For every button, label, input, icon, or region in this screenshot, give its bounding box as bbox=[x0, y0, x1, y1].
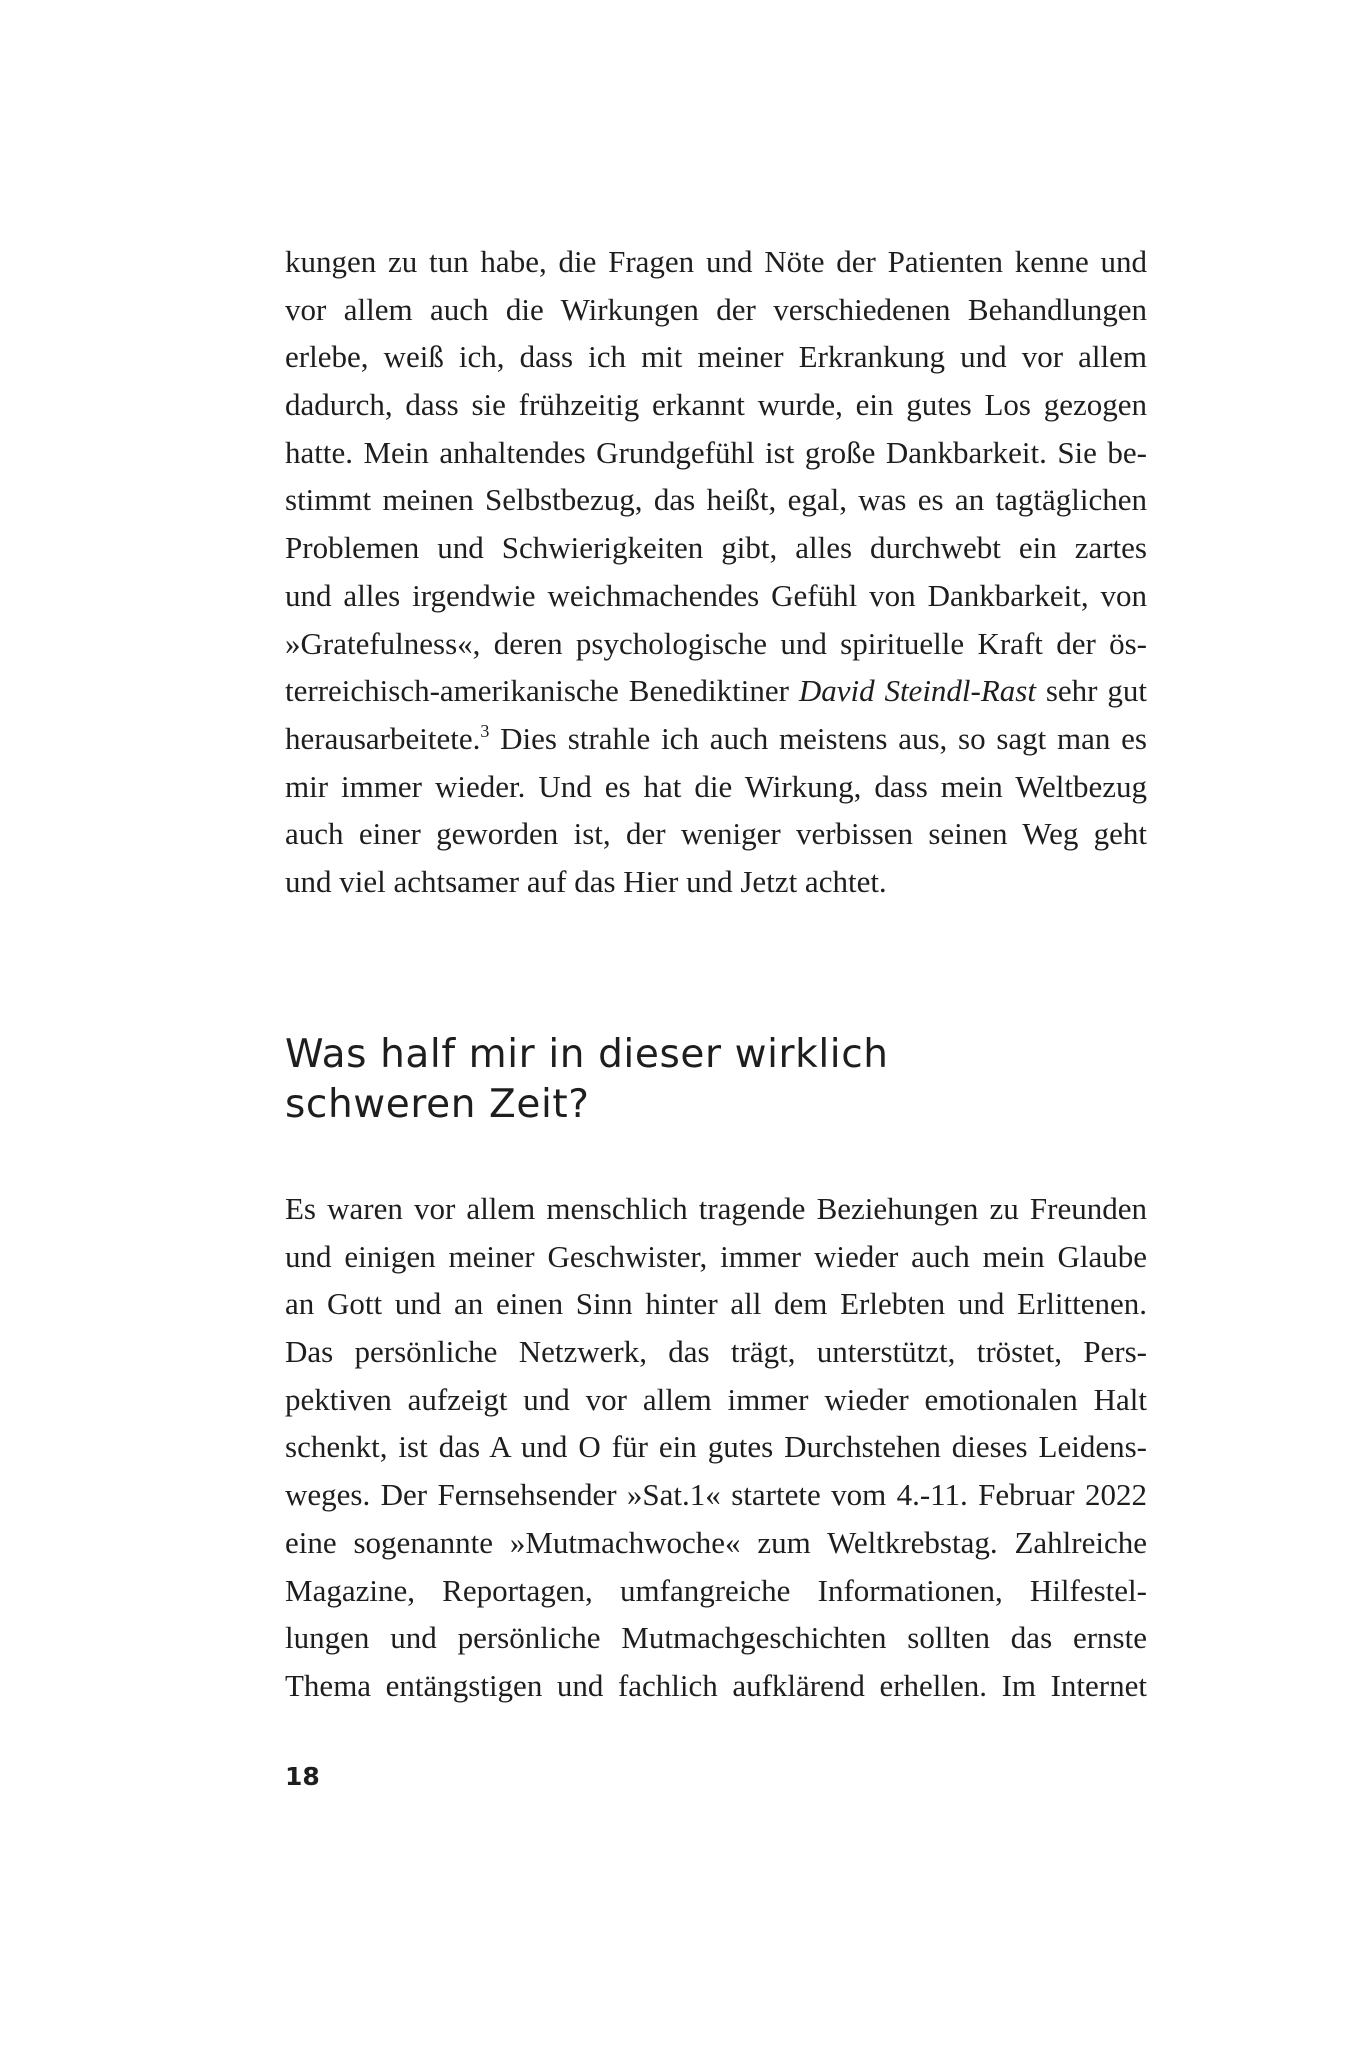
text-line: und alles irgendwie weichmachendes Gefühl von Dankbarkeit, von bbox=[285, 577, 1147, 613]
text-line: vor allem auch die Wirkungen der verschiedenen Behandlungen bbox=[285, 291, 1147, 327]
text-line: Es waren vor allem menschlich tragende Beziehungen zu Freunden bbox=[285, 1191, 1147, 1226]
text-line: lungen und persönliche Mutmachgeschichten sollten das ernste bbox=[285, 1620, 1147, 1656]
text-span: sehr gut bbox=[1035, 673, 1147, 709]
page-number: 18 bbox=[285, 1762, 320, 1791]
text-span: herausarbeitete. bbox=[285, 720, 481, 756]
text-line bbox=[285, 667, 1147, 715]
text-line: an Gott und an einen Sinn hinter all dem Erlebten und Erlittenen. bbox=[285, 1286, 1147, 1322]
text-line: und einigen meiner Geschwister, immer wieder auch mein Glaube bbox=[285, 1238, 1147, 1274]
text-line: eine sogenannte »Mutmachwoche« zum Weltkrebstag. Zahlreiche bbox=[285, 1524, 1147, 1560]
person-name-italic: David Steindl-Rast bbox=[798, 673, 1036, 709]
text-span: terreichisch-amerikanische Benediktiner bbox=[285, 673, 799, 709]
text-line: stimmt meinen Selbstbezug, das heißt, egal, was es an tagtäglichen bbox=[285, 482, 1147, 518]
section-heading bbox=[285, 1030, 1147, 1130]
text-line: mir immer wieder. Und es hat die Wirkung, dass mein Weltbezug bbox=[285, 768, 1147, 804]
text-line: kungen zu tun habe, die Fragen und Nöte der Patienten kenne und bbox=[285, 244, 1147, 279]
text-line: Problemen und Schwierigkeiten gibt, alles durchwebt ein zartes bbox=[285, 530, 1147, 566]
text-line: pektiven aufzeigt und vor allem immer wieder emotionalen Halt bbox=[285, 1381, 1147, 1417]
text-line: Magazine, Reportagen, umfangreiche Informationen, Hilfestel- bbox=[285, 1572, 1147, 1608]
text-span: Dies strahle ich auch meistens aus, so sagt man es bbox=[489, 720, 1147, 756]
footnote-marker[interactable]: 3 bbox=[480, 720, 490, 741]
body-paragraph-1 bbox=[285, 238, 1147, 906]
text-line: schenkt, ist das A und O für ein gutes Durchstehen dieses Leidens- bbox=[285, 1429, 1147, 1465]
body-paragraph-2 bbox=[285, 1185, 1147, 1710]
text-line bbox=[285, 715, 1147, 763]
text-line: und viel achtsamer auf das Hier und Jetzt achtet. bbox=[285, 863, 887, 899]
text-line: Thema entängstigen und fachlich aufklärend erhellen. Im Internet bbox=[285, 1667, 1147, 1703]
text-line: »Gratefulness«, deren psychologische und spirituelle Kraft der ös- bbox=[285, 625, 1147, 661]
text-line: auch einer geworden ist, der weniger verbissen seinen Weg geht bbox=[285, 816, 1147, 852]
text-line: dadurch, dass sie frühzeitig erkannt wurde, ein gutes Los gezogen bbox=[285, 387, 1147, 423]
heading-line: Was half mir in dieser wirklich bbox=[285, 1032, 889, 1077]
heading-line: schweren Zeit? bbox=[285, 1082, 590, 1127]
text-line: weges. Der Fernsehsender »Sat.1« startete vom 4.-11. Februar 2022 bbox=[285, 1477, 1147, 1513]
text-line: erlebe, weiß ich, dass ich mit meiner Erkrankung und vor allem bbox=[285, 339, 1147, 375]
text-line: Das persönliche Netzwerk, das trägt, unterstützt, tröstet, Pers- bbox=[285, 1334, 1147, 1370]
text-line: hatte. Mein anhaltendes Grundgefühl ist große Dankbarkeit. Sie be- bbox=[285, 434, 1147, 470]
